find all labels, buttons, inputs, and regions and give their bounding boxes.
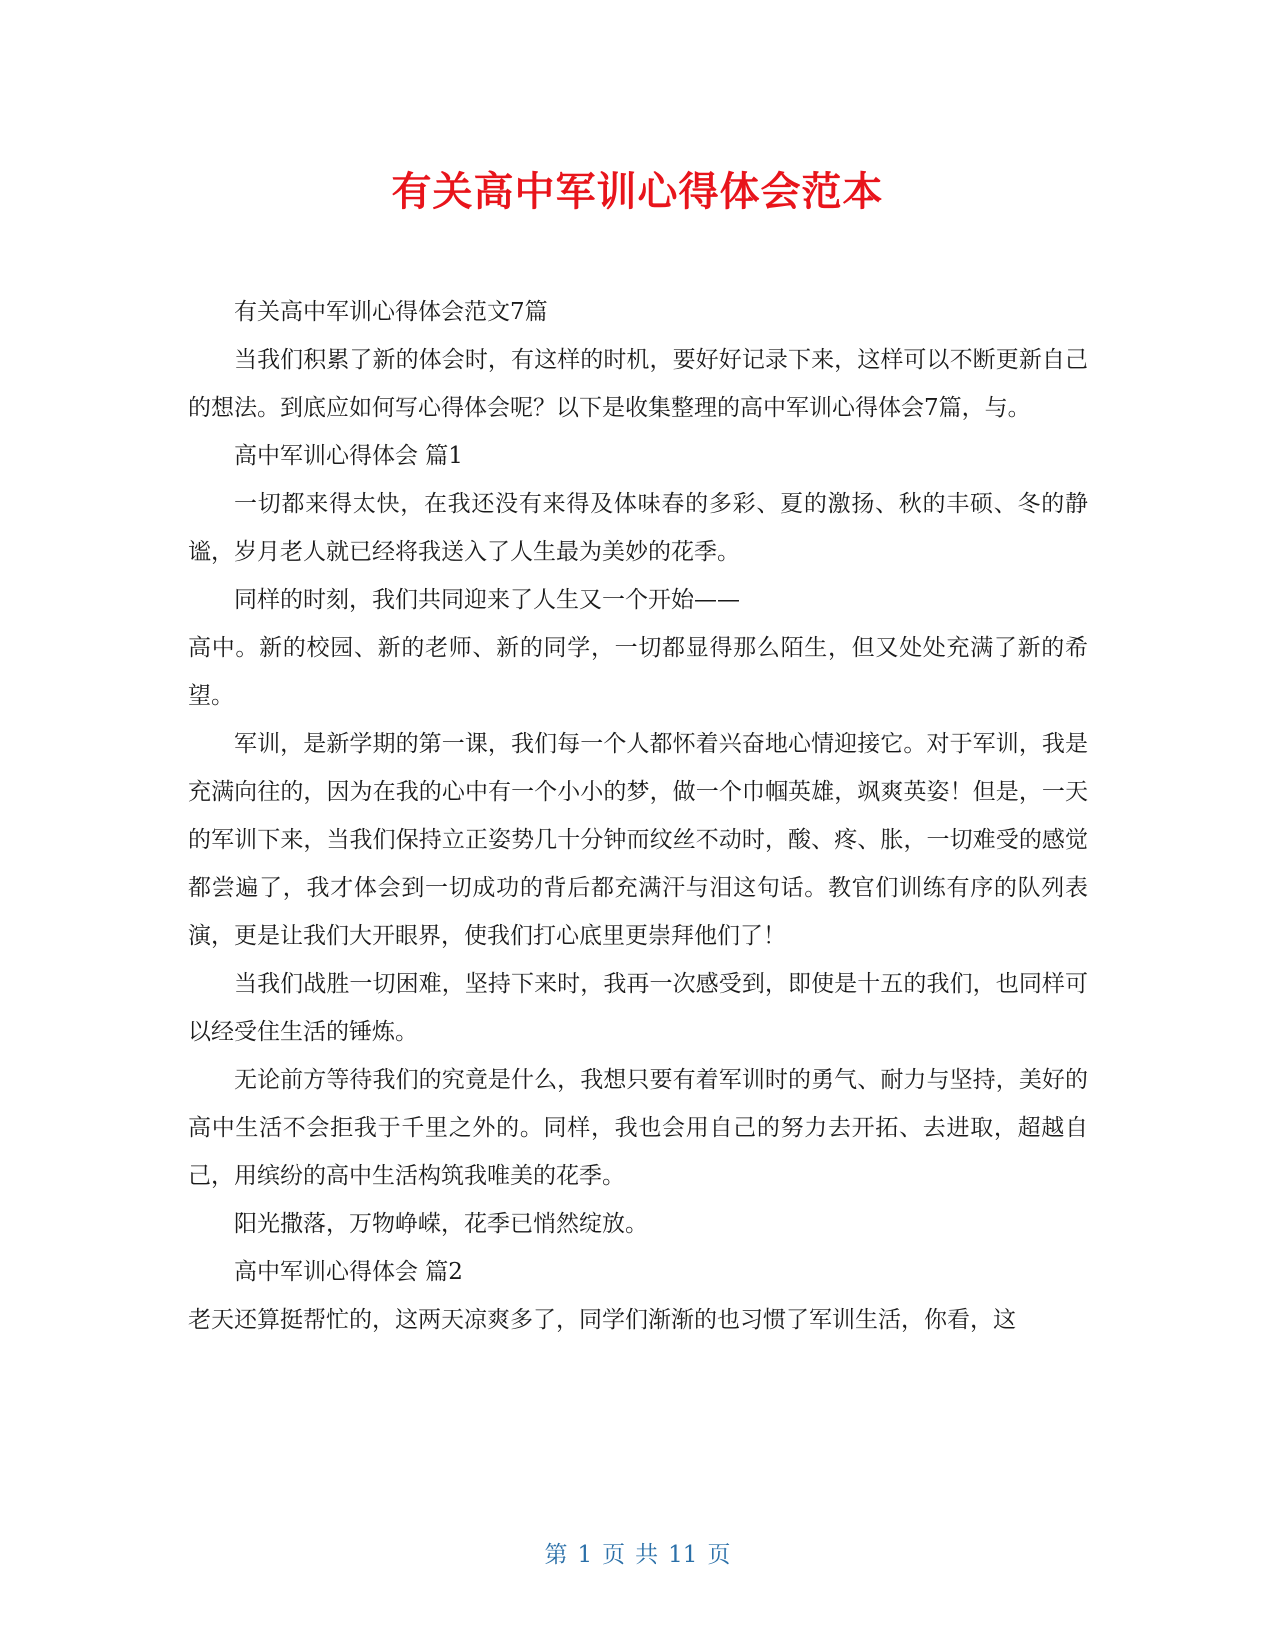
- section-heading-2: 高中军训心得体会 篇2: [234, 1259, 463, 1285]
- paragraph: 无论前方等待我们的究竟是什么，我想只要有着军训时的勇气、耐力与坚持，美好的高中生活不会拒我于千里之外的。同样，我也会用自己的努力去开拓、去进取，超越自己，用缤纷的高中生活构筑我唯美的花季。: [188, 1067, 1088, 1189]
- footer-page-label: 第: [544, 1542, 568, 1568]
- footer-page-unit: 页: [602, 1542, 626, 1568]
- paragraph-intro: 当我们积累了新的体会时，有这样的时机，要好好记录下来，这样可以不断更新自己的想法。到底应如何写心得体会呢？以下是收集整理的高中军训心得体会7篇，与。: [188, 347, 1088, 421]
- paragraph: 老天还算挺帮忙的，这两天凉爽多了，同学们渐渐的也习惯了军训生活，你看，这: [188, 1307, 1016, 1333]
- footer-total-unit: 页: [707, 1542, 731, 1568]
- paragraph-subtitle: 有关高中军训心得体会范文7篇: [234, 299, 548, 325]
- document-title: 有关高中军训心得体会范本: [391, 169, 884, 215]
- page-footer: [0, 1536, 1275, 1569]
- footer-current-page: 1: [577, 1542, 593, 1568]
- paragraph: 一切都来得太快，在我还没有来得及体味春的多彩、夏的激扬、秋的丰硕、冬的静谧，岁月老人就已经将我送入了人生最为美妙的花季。: [188, 491, 1088, 565]
- footer-total-pages: 11: [668, 1542, 698, 1568]
- footer-total-label: 共: [635, 1542, 659, 1568]
- paragraph: 军训，是新学期的第一课，我们每一个人都怀着兴奋地心情迎接它。对于军训，我是充满向往的，因为在我的心中有一个小小的梦，做一个巾帼英雄，飒爽英姿！但是，一天的军训下来，当我们保持立正姿势几十分钟而纹丝不动时，酸、疼、胀，一切难受的感觉都尝遍了，我才体会到一切成功的背后都充满汗与泪这句话。教官们训练有序的队列表演，更是让我们大开眼界，使我们打心底里更崇拜他们了！: [188, 731, 1088, 949]
- paragraph: 同样的时刻，我们共同迎来了人生又一个开始——: [234, 587, 740, 613]
- paragraph: 阳光撒落，万物峥嵘，花季已悄然绽放。: [234, 1211, 648, 1237]
- document-body: [188, 288, 1088, 1344]
- section-heading-1: 高中军训心得体会 篇1: [234, 443, 463, 469]
- paragraph: 当我们战胜一切困难，坚持下来时，我再一次感受到，即使是十五的我们，也同样可以经受住生活的锤炼。: [188, 971, 1088, 1045]
- paragraph: 高中。新的校园、新的老师、新的同学，一切都显得那么陌生，但又处处充满了新的希望。: [188, 635, 1088, 709]
